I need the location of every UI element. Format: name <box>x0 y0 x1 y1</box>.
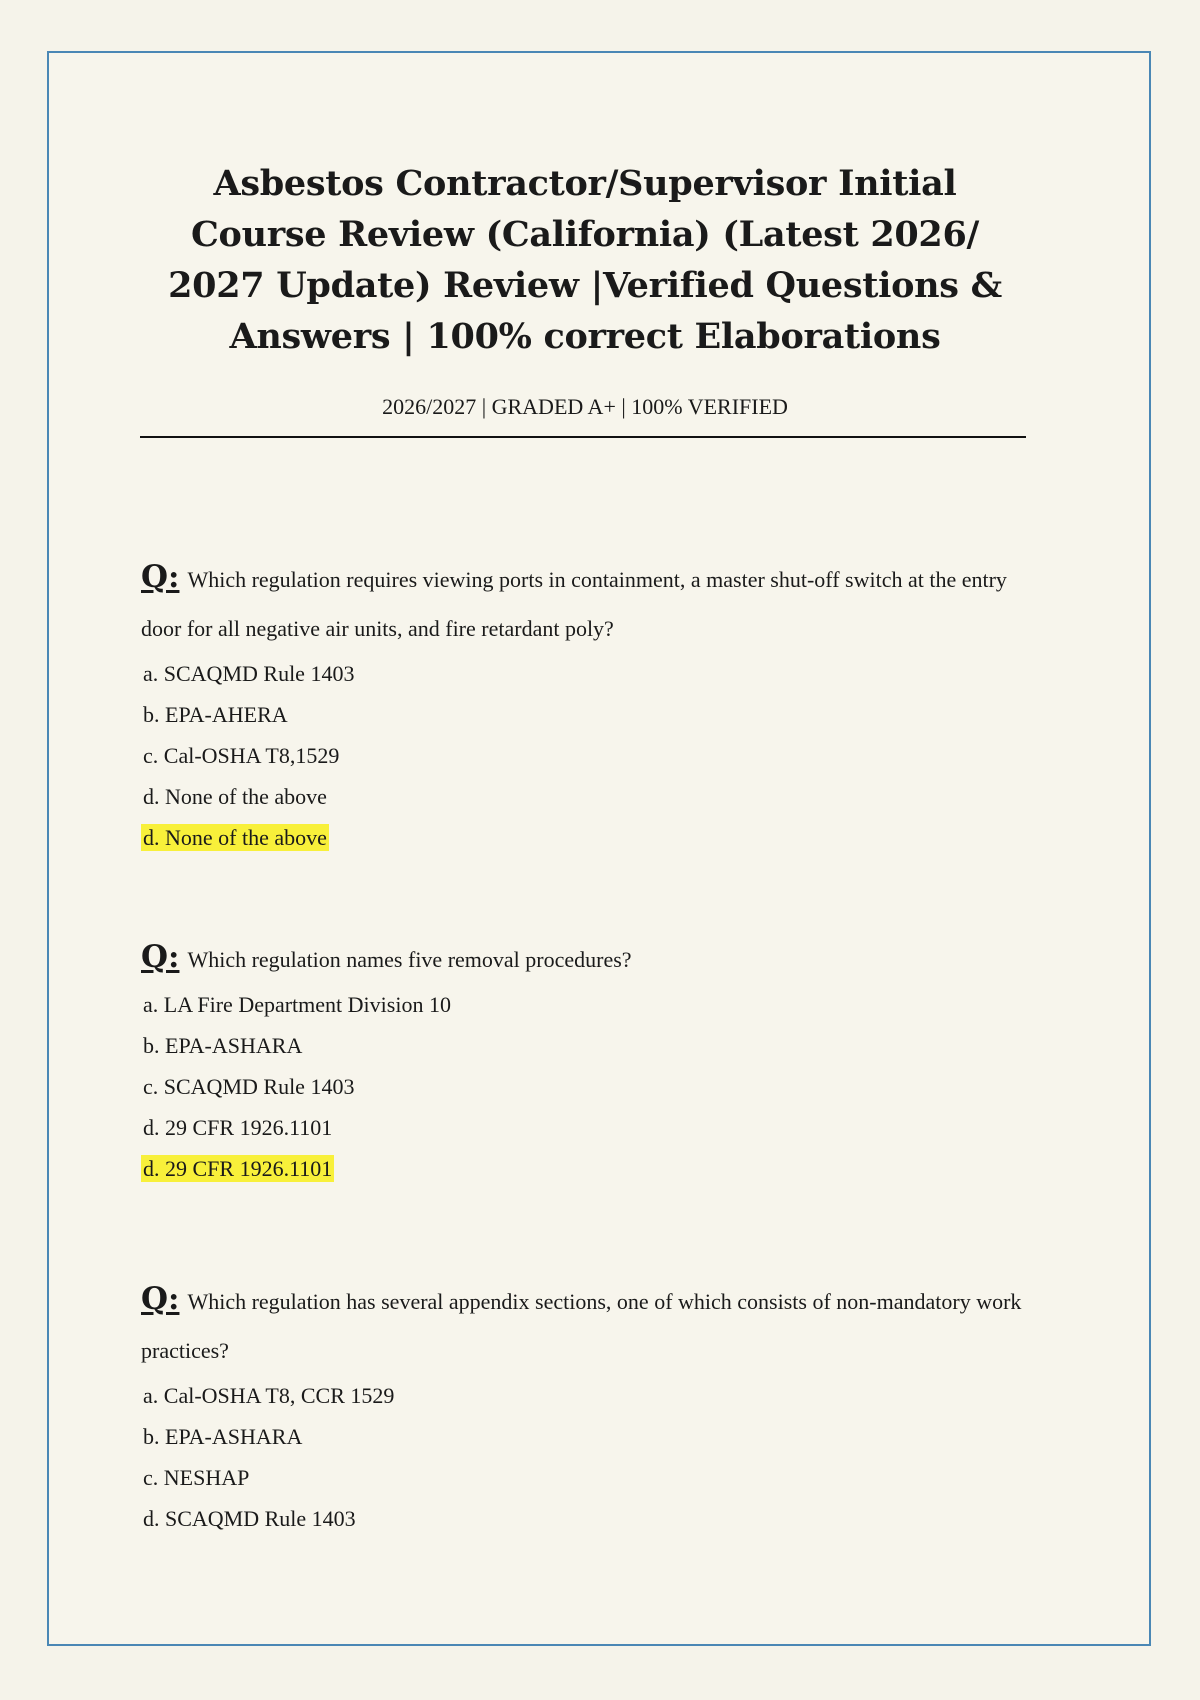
question-3-text <box>141 1275 1041 1375</box>
document-title: Asbestos Contractor/Supervisor Initial Course Review (California) (Latest 2026/ 2027 Update) Review |Verified Questions & Answers | 100% correct Elaborations <box>168 163 1002 357</box>
question-1-answer <box>141 817 1041 858</box>
question-2-option-a: a. LA Fire Department Division 10 <box>143 992 451 1017</box>
question-1-option-b: b. EPA-AHERA <box>143 702 288 727</box>
question-1-prompt: Which regulation requires viewing ports in containment, a master shut-off switch at the entry door for all negative air units, and fire retardant poly? <box>141 567 1007 641</box>
question-2-answer <box>141 1148 1041 1189</box>
question-2 <box>141 933 1041 1189</box>
answer-highlight: d. None of the above <box>143 825 327 850</box>
question-1 <box>141 553 1041 858</box>
question-2-prompt: Which regulation names five removal procedures? <box>187 947 632 972</box>
question-1-text <box>141 553 1041 653</box>
question-marker: Q: <box>141 939 180 975</box>
question-2-option-b: b. EPA-ASHARA <box>143 1033 303 1058</box>
question-1-option-a: a. SCAQMD Rule 1403 <box>143 661 355 686</box>
question-1-option-c: c. Cal-OSHA T8,1529 <box>143 743 340 768</box>
question-3-option-c: c. NESHAP <box>143 1465 250 1490</box>
question-3-option-b: b. EPA-ASHARA <box>143 1424 303 1449</box>
question-2-option-d: d. 29 CFR 1926.1101 <box>143 1115 333 1140</box>
question-marker: Q: <box>141 559 180 595</box>
question-3-option-d: d. SCAQMD Rule 1403 <box>143 1506 356 1531</box>
document-subtitle: 2026/2027 | GRADED A+ | 100% VERIFIED <box>382 394 788 419</box>
title-divider <box>140 436 1026 438</box>
question-marker: Q: <box>141 1281 180 1317</box>
question-3-prompt: Which regulation has several appendix sections, one of which consists of non-mandatory work practices? <box>141 1289 1022 1363</box>
question-3 <box>141 1275 1041 1539</box>
question-2-text <box>141 933 1041 984</box>
answer-highlight: d. 29 CFR 1926.1101 <box>143 1156 333 1181</box>
question-1-option-d: d. None of the above <box>143 784 327 809</box>
question-3-option-a: a. Cal-OSHA T8, CCR 1529 <box>143 1383 395 1408</box>
question-2-option-c: c. SCAQMD Rule 1403 <box>143 1074 355 1099</box>
